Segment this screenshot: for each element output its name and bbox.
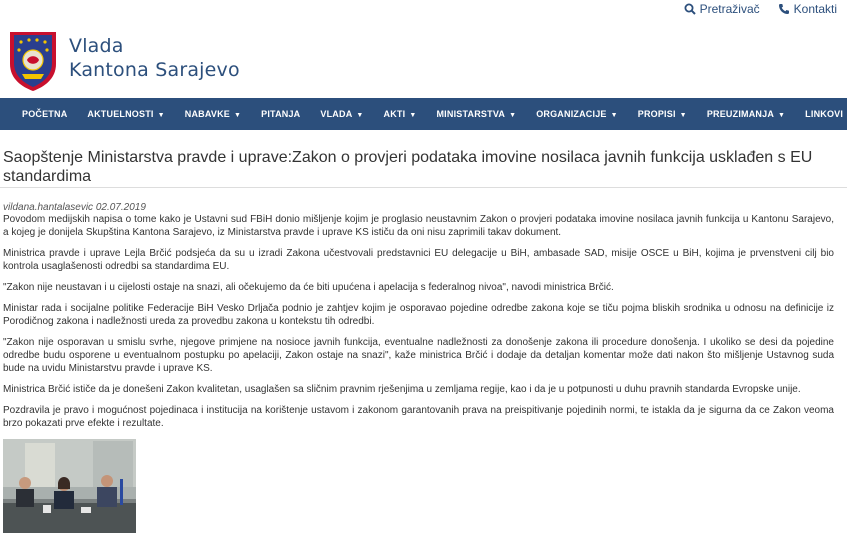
caret-down-icon: ▼ xyxy=(234,112,242,119)
caret-down-icon: ▼ xyxy=(509,112,517,119)
main-nav xyxy=(0,98,855,130)
caret-down-icon: ▼ xyxy=(157,112,165,119)
contact-link[interactable] xyxy=(778,2,837,16)
search-icon xyxy=(684,3,696,15)
brand-line-1: Vlada xyxy=(69,35,124,57)
title-divider xyxy=(0,187,847,188)
caret-down-icon: ▼ xyxy=(679,112,687,119)
nav-item-vlada[interactable]: VLADA ▼ xyxy=(320,109,364,119)
article-paragraph: Ministrica pravde i uprave Lejla Brčić podsjeća da su u izradi Zakona učestvovali predstavnici EU delegacije u BiH, ambasade SAD, misije OSCE u BiH, kojima je prvenstveni cilj bio kontrola usaglašenosti odredbi sa standardima EU. xyxy=(3,248,834,272)
nav-item-pitanja[interactable]: PITANJA xyxy=(261,109,301,119)
coat-of-arms-logo[interactable] xyxy=(8,30,58,92)
nav-item-nabavke[interactable]: NABAVKE ▼ xyxy=(184,109,242,119)
article-body xyxy=(3,213,834,438)
utility-bar xyxy=(684,2,837,16)
nav-item-linkovi[interactable]: LINKOVI ▼ xyxy=(805,109,855,119)
caret-down-icon: ▼ xyxy=(356,112,364,119)
article-paragraph: Ministar rada i socijalne politike Federacije BiH Vesko Drljača podnio je zahtjev kojim je osporavao pojedine odredbe zakona koje se tiču pojma bliskih srodnika u odnosu na definicije iz Porodičnog zakona i nadležnosti ureda za provedbu zakona u kontekstu tih odredbi. xyxy=(3,303,834,327)
article-paragraph: "Zakon nije osporavan u smislu svrhe, njegove primjene na nosioce javnih funkcija, eventualne nadležnosti za donošenje zakona ili procedure donošenja. I ukoliko se desi da pojedine odredbe budu osporene u eventualnom postupku po apelaciji, Zakon ostaje na snazi", kaže ministrica Brčić i dodaje da detaljan komentar može dati nakon što mišljenje Ustavnog suda bude na uvidu Ministarstvu pravde i uprave KS. xyxy=(3,337,834,374)
phone-icon xyxy=(778,3,790,15)
article-meta xyxy=(3,202,146,213)
article-paragraph: "Zakon nije neustavan i u cijelosti ostaje na snazi, ali očekujemo da će biti upućena i apelacija s federalnog nivoa", navodi ministrica Brčić. xyxy=(3,282,614,293)
article-paragraph: Pozdravila je pravo i mogućnost pojedinaca i institucija na korištenje ustavom i zakonom garantovanih prava na preispitivanje pojedinih normi, te istakla da je sigurna da ce Zakon veoma brzo pokazati prve efekte i rezultate. xyxy=(3,405,834,429)
caret-down-icon: ▼ xyxy=(847,112,855,119)
article-author: vildana.hantalasevic xyxy=(3,202,94,213)
article-date: 02.07.2019 xyxy=(95,202,146,213)
nav-item-pocetna[interactable]: POČETNA xyxy=(22,109,68,119)
caret-down-icon: ▼ xyxy=(778,112,786,119)
search-link[interactable] xyxy=(684,2,760,16)
brand-line-2: Kantona Sarajevo xyxy=(69,59,240,81)
nav-item-aktuelnosti[interactable]: AKTUELNOSTI ▼ xyxy=(87,109,165,119)
caret-down-icon: ▼ xyxy=(610,112,618,119)
nav-item-ministarstva[interactable]: MINISTARSTVA ▼ xyxy=(436,109,517,119)
nav-item-propisi[interactable]: PROPISI ▼ xyxy=(637,109,687,119)
site-brand[interactable] xyxy=(69,34,240,82)
nav-item-preuzimanja[interactable]: PREUZIMANJA ▼ xyxy=(706,109,786,119)
article-paragraph: Ministrica Brčić ističe da je donešeni Zakon kvalitetan, usaglašen sa sličnim pravnim rješenjima u zemljama regije, kao i da je u potpunosti u duhu pravnih standarda Evropske unije. xyxy=(3,384,801,395)
article-paragraph: Povodom medijskih napisa o tome kako je Ustavni sud FBiH donio mišljenje kojim je proglasio neustavnim Zakon o provjeri podataka imovine nosilaca javnih funkcija u Kantonu Sarajevo, a kojeg je donijela Skupština Kantona Sarajevo, iz Ministarstva pravde i uprave KS ističu da oni nisu zaprimili takav dokument. xyxy=(3,214,834,238)
caret-down-icon: ▼ xyxy=(409,112,417,119)
nav-item-organizacije[interactable]: ORGANIZACIJE ▼ xyxy=(536,109,618,119)
search-label: Pretraživač xyxy=(699,2,760,16)
contact-label: Kontakti xyxy=(793,2,837,16)
article-photo[interactable] xyxy=(3,439,136,533)
article-title: Saopštenje Ministarstva pravde i uprave:Zakon o provjeri podataka imovine nosilaca javnih funkcija usklađen s EU standardima xyxy=(3,149,813,185)
nav-item-akti[interactable]: AKTI ▼ xyxy=(383,109,417,119)
